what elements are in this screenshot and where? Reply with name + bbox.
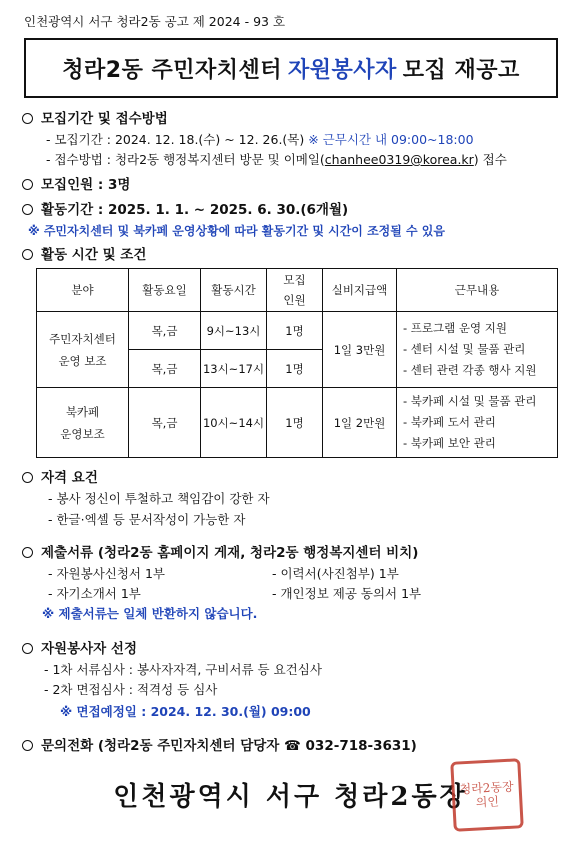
email-address: chanhee0319@korea.kr bbox=[324, 152, 474, 167]
header-pay: 실비지급액 bbox=[323, 269, 397, 312]
section-documents-heading: 제출서류 (청라2동 홈페이지 게재, 청라2동 행정복지센터 비치) bbox=[22, 541, 418, 561]
circle-bullet-icon bbox=[22, 643, 33, 654]
count-cell: 1명 bbox=[267, 388, 323, 458]
days-cell: 목,금 bbox=[129, 388, 201, 458]
duty-item: - 북카페 보안 관리 bbox=[403, 436, 496, 450]
header-field: 분야 bbox=[37, 269, 129, 312]
document-item: - 자원봉사신청서 1부 bbox=[48, 566, 166, 581]
circle-bullet-icon bbox=[22, 113, 33, 124]
circle-bullet-icon bbox=[22, 740, 33, 751]
title-highlight: 자원봉사자 bbox=[288, 57, 397, 83]
issuer-name: 인천광역시 서구 청라2동장 bbox=[113, 782, 468, 812]
count-cell: 1명 bbox=[267, 350, 323, 388]
days-cell: 목,금 bbox=[129, 350, 201, 388]
count-cell: 1명 bbox=[267, 312, 323, 350]
document-item: - 이력서(사진첨부) 1부 bbox=[272, 566, 399, 581]
field-cell: 북카페 운영보조 bbox=[37, 388, 129, 458]
header-duty: 근무내용 bbox=[397, 269, 558, 312]
interview-date-note: ※ 면접예정일 : 2024. 12. 30.(월) 09:00 bbox=[60, 704, 311, 719]
documents-note: ※ 제출서류는 일체 반환하지 않습니다. bbox=[42, 606, 258, 621]
pay-cell: 1일 2만원 bbox=[323, 388, 397, 458]
header-count: 모집 인원 bbox=[267, 269, 323, 312]
section-selection-heading: 자원봉사자 선정 bbox=[22, 637, 137, 657]
duty-item: - 북카페 도서 관리 bbox=[403, 415, 496, 429]
section-conditions-heading: 활동 시간 및 조건 bbox=[22, 243, 146, 263]
table-header-row bbox=[37, 269, 558, 312]
selection-item: - 1차 서류심사 : 봉사자자격, 구비서류 등 요건심사 bbox=[44, 662, 322, 677]
circle-bullet-icon bbox=[22, 204, 33, 215]
duty-item: - 센터 시설 및 물품 관리 bbox=[403, 342, 526, 356]
qualification-item: - 봉사 정신이 투철하고 책임감이 강한 자 bbox=[48, 491, 270, 506]
official-seal: 청라2동장의인 bbox=[450, 758, 524, 832]
time-cell: 9시~13시 bbox=[201, 312, 267, 350]
qualification-item: - 한글·엑셀 등 문서작성이 가능한 자 bbox=[48, 512, 246, 527]
activity-note: ※ 주민자치센터 및 북카페 운영상황에 따라 활동기간 및 시간이 조정될 수 있음 bbox=[28, 224, 445, 238]
document-number: 인천광역시 서구 청라2동 공고 제 2024 - 93 호 bbox=[24, 14, 286, 29]
document-item: - 자기소개서 1부 bbox=[48, 586, 141, 601]
pay-cell: 1일 3만원 bbox=[323, 312, 397, 388]
circle-bullet-icon bbox=[22, 547, 33, 558]
section-count-heading: 모집인원 : 3명 bbox=[22, 173, 130, 193]
days-cell: 목,금 bbox=[129, 312, 201, 350]
field-cell: 주민자치센터 운영 보조 bbox=[37, 312, 129, 388]
time-cell: 13시~17시 bbox=[201, 350, 267, 388]
header-time: 활동시간 bbox=[201, 269, 267, 312]
table-row bbox=[37, 312, 558, 350]
conditions-table bbox=[36, 268, 558, 458]
section-period-heading: 모집기간 및 접수방법 bbox=[22, 107, 168, 127]
duty-item: - 프로그램 운영 지원 bbox=[403, 321, 507, 335]
duty-item: - 센터 관련 각종 행사 지원 bbox=[403, 363, 537, 377]
method-line: - 접수방법 : 청라2동 행정복지센터 방문 및 이메일(chanhee0319@korea.kr) 접수 bbox=[46, 152, 507, 167]
title-post: 모집 재공고 bbox=[402, 57, 520, 83]
section-activity-heading: 활동기간 : 2025. 1. 1. ~ 2025. 6. 30.(6개월) bbox=[22, 198, 348, 218]
header-days: 활동요일 bbox=[129, 269, 201, 312]
circle-bullet-icon bbox=[22, 179, 33, 190]
section-qualification-heading: 자격 요건 bbox=[22, 466, 98, 486]
period-line: - 모집기간 : 2024. 12. 18.(수) ~ 12. 26.(목) ※ 근무시간 내 09:00~18:00 bbox=[46, 132, 474, 147]
page-title bbox=[24, 38, 558, 98]
circle-bullet-icon bbox=[22, 472, 33, 483]
table-row bbox=[37, 388, 558, 458]
duty-item: - 북카페 시설 및 물품 관리 bbox=[403, 394, 537, 408]
duty-cell bbox=[397, 388, 558, 458]
document-item: - 개인정보 제공 동의서 1부 bbox=[272, 586, 422, 601]
title-pre: 청라2동 주민자치센터 bbox=[62, 57, 283, 83]
circle-bullet-icon bbox=[22, 249, 33, 260]
selection-item: - 2차 면접심사 : 적격성 등 심사 bbox=[44, 682, 218, 697]
time-cell: 10시~14시 bbox=[201, 388, 267, 458]
duty-cell bbox=[397, 312, 558, 388]
contact-line: 문의전화 (청라2동 주민자치센터 담당자 ☎ 032-718-3631) bbox=[22, 734, 417, 754]
work-hours-note: ※ 근무시간 내 09:00~18:00 bbox=[308, 132, 474, 147]
